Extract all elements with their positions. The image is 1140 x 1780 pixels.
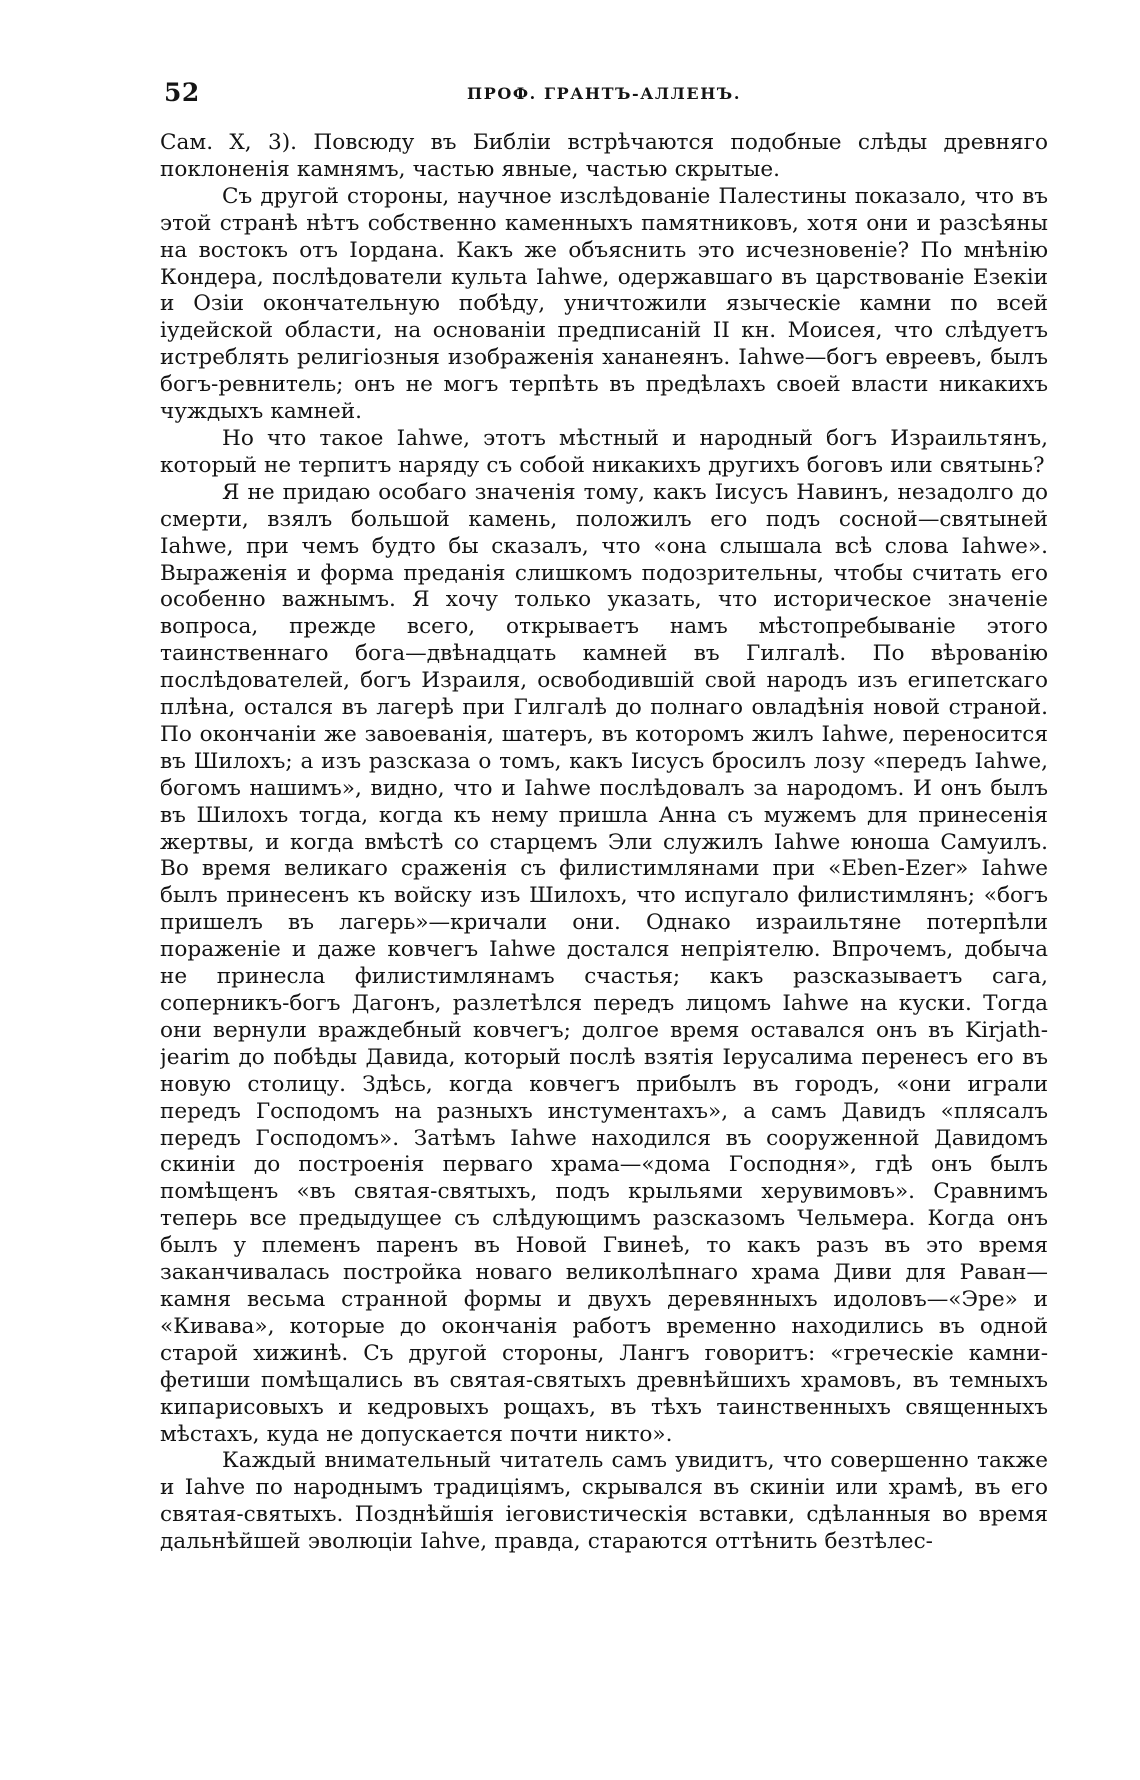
paragraph: Каждый внимательный читатель самъ увидитъ, что совершенно также и Iahve по народнымъ традиціямъ, скрывался въ скиніи или храмѣ, въ его святая-святыхъ. Позднѣйшія іеговистическія вставки, сдѣланныя во время дальнѣйшей эволюціи Iahve, правда, стараются оттѣнить безтѣлес- <box>160 1448 1048 1555</box>
paragraph: Съ другой стороны, научное изслѣдованіе Палестины показало, что въ этой странѣ нѣтъ собственно каменныхъ памятниковъ, хотя они и разсѣяны на востокъ отъ Іордана. Какъ же объяснить это исчезновеніе? По мнѣнію Кондера, послѣдователи культа Iahwe, одержавшаго въ царствованіе Езекіи и Озіи окончательную побѣду, уничтожили языческіе камни по всей іудейской области, на основаніи предписаній II кн. Моисея, что слѣдуетъ истреблять религіозныя изображенія хананеянъ. Iahwe—богъ евреевъ, былъ богъ-ревнитель; онъ не могъ терпѣть въ предѣлахъ своей власти никакихъ чуждыхъ камней. <box>160 183 1048 425</box>
paragraph: Но что такое Iahwe, этотъ мѣстный и народный богъ Израильтянъ, который не терпитъ наряду съ собой никакихъ другихъ боговъ или святынь? <box>160 425 1048 478</box>
paragraph: Сам. X, 3). Повсюду въ Библіи встрѣчаются подобные слѣды древняго поклоненія камнямъ, частью явные, частью скрытые. <box>160 130 1048 182</box>
paragraph: Я не придаю особаго значенія тому, какъ Іисусъ Навинъ, незадолго до смерти, взялъ большой камень, положилъ его подъ сосной—святыней Iahwe, при чемъ будто бы сказалъ, что «она слышала всѣ слова Iahwe». Выраженія и форма преданія слишкомъ подозрительны, чтобы считать его особенно важнымъ. Я хочу только указать, что историческое значеніе вопроса, прежде всего, открываетъ намъ мѣстопребываніе этого таинственнаго бога—двѣнадцать камней въ Гилгалѣ. По вѣрованію послѣдователей, богъ Израиля, освободившій свой народъ изъ египетскаго плѣна, остался въ лагерѣ при Гилгалѣ до полнаго овладѣнія новой страной. По окончаніи же завоеванія, шатеръ, въ которомъ жилъ Iahwe, переносится въ Шилохъ; а изъ разсказа о томъ, какъ Іисусъ бросилъ лозу «передъ Iahwe, богомъ нашимъ», видно, что и Iahwe послѣдовалъ за народомъ. И онъ былъ въ Шилохъ тогда, когда къ нему пришла Анна съ мужемъ для принесенія жертвы, и когда вмѣстѣ со старцемъ Эли служилъ Iahwe юноша Самуилъ. Во время великаго сраженія съ филистимлянами при «Eben-Ezer» Iahwe былъ принесенъ къ войску изъ Шилохъ, что испугало филистимлянъ; «богъ пришелъ въ лагерь»—кричали они. Однако израильтяне потерпѣли пораженіе и даже ковчегъ Iahwe достался непріятелю. Впрочемъ, добыча не принесла филистимлянамъ счастья; какъ разсказываетъ сага, соперникъ-богъ Дагонъ, разлетѣлся передъ лицомъ Iahwe на куски. Тогда они вернули враждебный ковчегъ; долгое время оставался онъ въ Kirjath-jearim до побѣды Давида, который послѣ взятія Іерусалима перенесъ его въ новую столицу. Здѣсь, когда ковчегъ прибылъ въ городъ, «они играли передъ Господомъ на разныхъ инстументахъ», а самъ Давидъ «плясалъ передъ Господомъ». Затѣмъ Iahwe находился въ сооруженной Давидомъ скиніи до построенія перваго храма—«дома Господня», гдѣ онъ былъ помѣщенъ «въ святая-святыхъ, подъ крыльями херувимовъ». Сравнимъ теперь все предыдущее съ слѣдующимъ разсказомъ Чельмера. Когда онъ былъ у племенъ паренъ въ Новой Гвинеѣ, то какъ разъ въ это время заканчивалась постройка новаго великолѣпнаго храма Диви для Раван—камня весьма странной формы и двухъ деревянныхъ идоловъ—«Эре» и «Кивава», которые до окончанія работъ временно находились въ одной старой хижинѣ. Съ другой стороны, Лангъ говоритъ: «греческіе камни-фетиши помѣщались въ святая-святыхъ древнѣйшихъ храмовъ, въ темныхъ кипарисовыхъ и кедровыхъ рощахъ, въ тѣхъ таинственныхъ священныхъ мѣстахъ, куда не допускается почти никто». <box>160 479 1048 1447</box>
body-text <box>160 130 1048 1556</box>
running-title: ПРОФ. ГРАНТЪ-АЛЛЕНЪ. <box>467 84 741 103</box>
page-number: 52 <box>164 78 200 107</box>
book-page <box>160 78 1048 1758</box>
page-header <box>160 78 1048 114</box>
